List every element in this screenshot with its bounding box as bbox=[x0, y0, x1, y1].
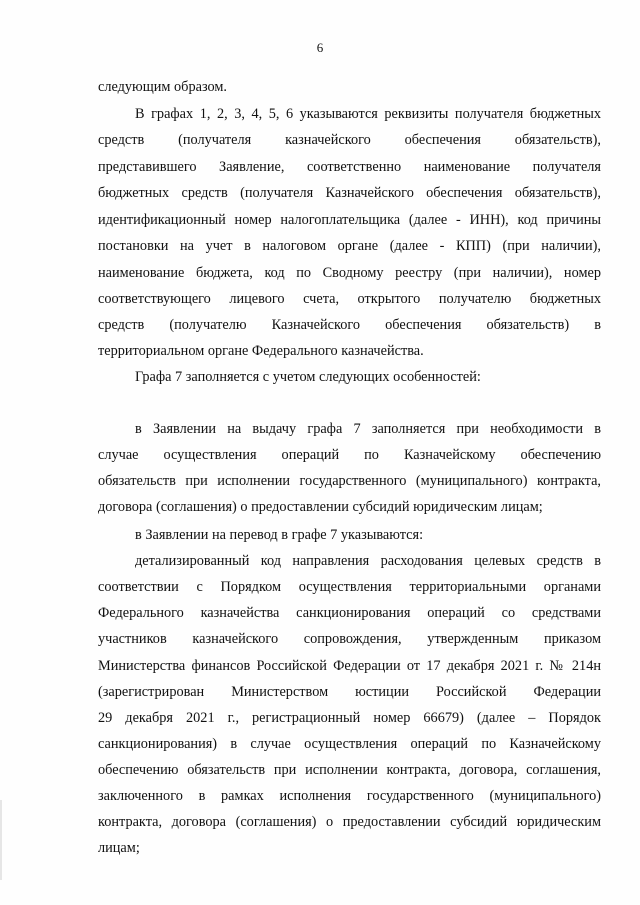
text-line-21: участников казначейского сопровождения, утвержденным приказом bbox=[98, 631, 601, 647]
text-line-14: случае осуществления операций по Казначейскому обеспечению bbox=[98, 447, 601, 463]
text-line-23: (зарегистрирован Министерством юстиции Российской Федерации bbox=[98, 684, 601, 700]
text-line-8: наименование бюджета, код по Сводному реестру (при наличии), номер bbox=[98, 265, 601, 281]
page-number: 6 bbox=[316, 40, 324, 55]
scan-edge-mark bbox=[0, 800, 2, 880]
text-line-26: обеспечению обязательств при исполнении контракта, договора, соглашения, bbox=[98, 762, 601, 778]
text-line-11: территориальном органе Федерального казначейства. bbox=[98, 343, 424, 359]
text-line-22: Министерства финансов Российской Федерации от 17 декабря 2021 г. № 214н bbox=[98, 658, 601, 674]
text-line-27: заключенного в рамках исполнения государственного (муниципального) bbox=[98, 788, 601, 804]
text-line-1: следующим образом. bbox=[98, 79, 227, 95]
text-line-19: соответствии с Порядком осуществления территориальными органами bbox=[98, 579, 601, 595]
text-line-2: В графах 1, 2, 3, 4, 5, 6 указываются реквизиты получателя бюджетных bbox=[135, 106, 601, 122]
text-line-25: санкционирования) в случае осуществления операций по Казначейскому bbox=[98, 736, 601, 752]
text-line-13: в Заявлении на выдачу графа 7 заполняется при необходимости в bbox=[135, 421, 601, 437]
text-line-16: договора (соглашения) о предоставлении субсидий юридическим лицам; bbox=[98, 499, 543, 515]
text-line-28: контракта, договора (соглашения) о предоставлении субсидий юридическим bbox=[98, 814, 601, 830]
text-line-4: представившего Заявление, соответственно наименование получателя bbox=[98, 159, 601, 175]
text-line-3: средств (получателя казначейского обеспечения обязательств), bbox=[98, 132, 601, 148]
text-line-29: лицам; bbox=[98, 840, 140, 856]
text-line-5: бюджетных средств (получателя Казначейского обеспечения обязательств), bbox=[98, 185, 601, 201]
text-line-6: идентификационный номер налогоплательщика (далее - ИНН), код причины bbox=[98, 212, 601, 228]
text-line-17: в Заявлении на перевод в графе 7 указываются: bbox=[135, 527, 424, 543]
text-line-15: обязательств при исполнении государственного (муниципального) контракта, bbox=[98, 473, 601, 489]
text-line-20: Федерального казначейства санкционирования операций со средствами bbox=[98, 605, 601, 621]
text-line-10: средств (получателю Казначейского обеспечения обязательств) в bbox=[98, 317, 601, 333]
text-line-12: Графа 7 заполняется с учетом следующих особенностей: bbox=[135, 369, 481, 385]
text-line-18: детализированный код направления расходования целевых средств в bbox=[135, 553, 601, 569]
text-line-7: постановки на учет в налоговом органе (далее - КПП) (при наличии), bbox=[98, 238, 601, 254]
text-line-24: 29 декабря 2021 г., регистрационный номер 66679) (далее – Порядок bbox=[98, 710, 601, 726]
text-line-9: соответствующего лицевого счета, открытого получателю бюджетных bbox=[98, 291, 601, 307]
